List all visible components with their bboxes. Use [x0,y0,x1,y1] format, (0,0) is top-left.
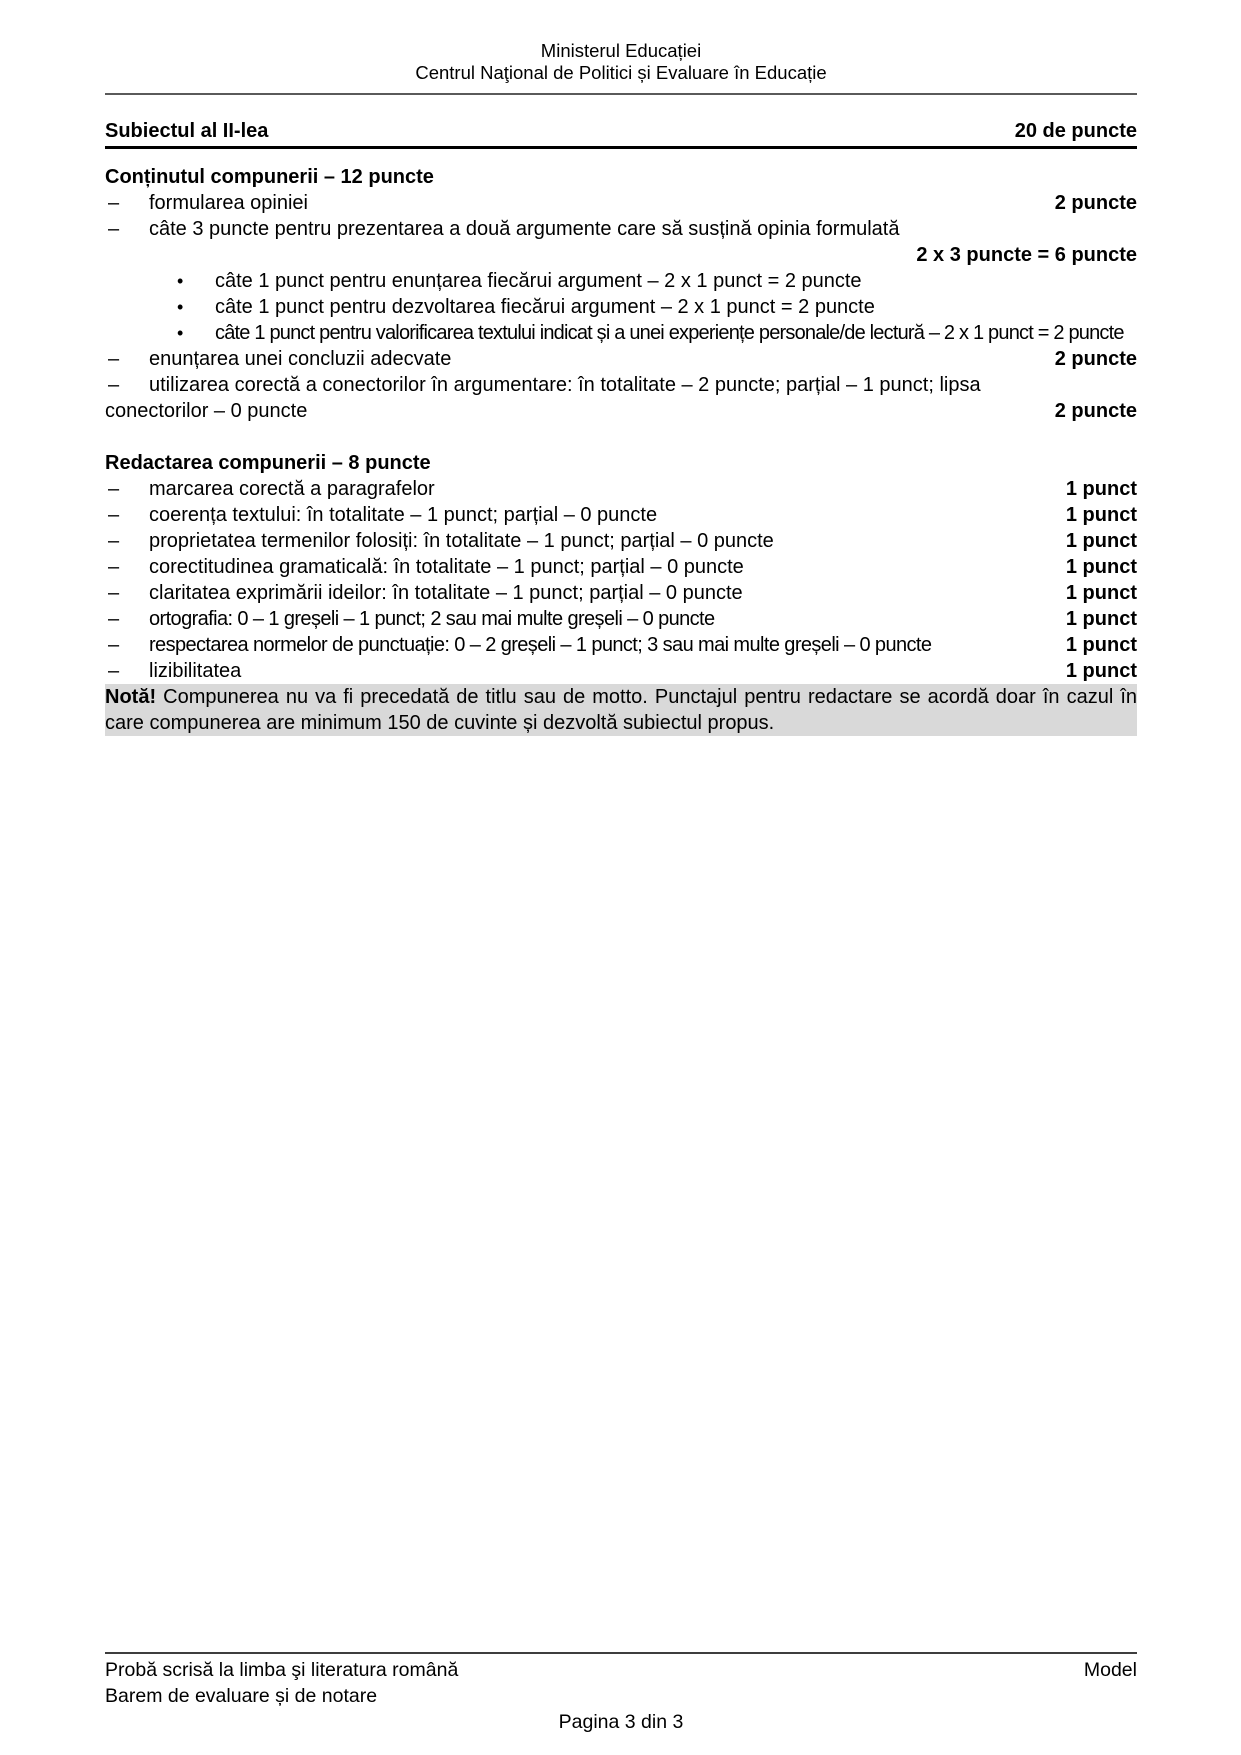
dash-marker: – [108,374,120,396]
rubric-item-coerenta [105,502,1137,528]
sub-criterion-enunt [105,268,1137,294]
rubric-item-arguments [105,216,1137,242]
dash-marker: – [108,192,120,214]
criterion-text: ortografia: 0 – 1 greșeli – 1 punct; 2 sau mai multe greșeli – 0 puncte [149,608,715,630]
footer-left [105,1657,458,1709]
criterion-text: marcarea corectă a paragrafelor [149,478,435,500]
footer-page-number: Pagina 3 din 3 [558,1711,684,1733]
criterion-text: coerența textului: în totalitate – 1 punct; parțial – 0 puncte [149,504,658,526]
points-value: 1 punct [1065,660,1137,682]
points-value: 1 punct [1065,556,1137,578]
redaction-section-heading: Redactarea compunerii – 8 puncte [105,452,431,474]
header-org [105,40,1137,83]
sub-criterion-dezvoltare [105,294,1137,320]
dash-marker: – [108,582,120,604]
note-text: Compunerea nu va fi precedată de titlu sau de motto. Punctajul pentru redactare se acordă doar în cazul în care compunerea are minimum 150 de cuvinte și dezvoltă subiectul propus. [105,686,1137,734]
points-value: 1 punct [1065,582,1137,604]
criterion-text: lizibilitatea [149,660,242,682]
note-label: Notă! [105,686,157,708]
rubric-item-paragrafe [105,476,1137,502]
criterion-text: claritatea exprimării ideilor: în totalitate – 1 punct; parțial – 0 puncte [149,582,743,604]
header-divider [105,93,1137,95]
points-subtotal-line: 2 x 3 puncte = 6 puncte [916,244,1137,266]
dash-marker: – [108,478,120,500]
criterion-text: utilizarea corectă a conectorilor în argumentare: în totalitate – 2 puncte; parțial – 1 punct; lipsa [149,374,981,396]
criterion-text: câte 1 punct pentru enunțarea fiecărui argument – 2 x 1 punct = 2 puncte [215,270,862,292]
points-value: 2 puncte [1054,192,1137,214]
dash-marker: – [108,218,120,240]
criterion-text: câte 3 puncte pentru prezentarea a două argumente care să susțină opinia formulată [149,218,900,240]
criterion-text: formularea opiniei [149,192,308,214]
points-value: 1 punct [1065,530,1137,552]
criterion-text: câte 1 punct pentru dezvoltarea fiecărui argument – 2 x 1 punct = 2 puncte [215,296,875,318]
points-value: 2 puncte [1054,348,1137,370]
criterion-text: corectitudinea gramaticală: în totalitate – 1 punct; parțial – 0 puncte [149,556,744,578]
content-section-heading: Conținutul compunerii – 12 puncte [105,166,434,188]
bullet-marker: • [177,297,184,317]
dash-marker: – [108,660,120,682]
rubric-item-proprietate [105,528,1137,554]
criterion-text: enunțarea unei concluzii adecvate [149,348,452,370]
points-value: 1 punct [1065,634,1137,656]
rubric-item-lizibilitate [105,658,1137,684]
rubric-item-conectori-continuation [105,398,1137,424]
points-value: 1 punct [1065,478,1137,500]
dash-marker: – [108,348,120,370]
rubric-item-claritate [105,580,1137,606]
page-footer [105,1652,1137,1735]
rubric-item-punctuatie [105,632,1137,658]
rubric-item-opinion [105,190,1137,216]
dash-marker: – [108,504,120,526]
rubric-item-ortografie [105,606,1137,632]
criterion-text: proprietatea termenilor folosiți: în totalitate – 1 punct; parțial – 0 puncte [149,530,774,552]
criterion-text-continuation: conectorilor – 0 puncte [105,400,308,422]
dash-marker: – [108,556,120,578]
dash-marker: – [108,530,120,552]
rubric-item-gramatica [105,554,1137,580]
footer-exam-line1: Probă scrisă la limba şi literatura română [105,1659,459,1681]
bullet-marker: • [177,271,184,291]
dash-marker: – [108,634,120,656]
points-value: 2 puncte [1054,400,1137,422]
footer-exam-line2: Barem de evaluare și de notare [105,1685,378,1707]
page-content [0,0,1241,736]
bullet-marker: • [177,323,184,343]
footer-row [105,1657,1137,1709]
dash-marker: – [108,608,120,630]
points-value: 1 punct [1065,504,1137,526]
subject-heading-row [105,119,1137,149]
criterion-text: câte 1 punct pentru valorificarea textului indicat și a unei experiențe personale/de lectură – 2 x 1 punct = 2 puncte [215,322,1124,344]
footer-variant: Model [1083,1659,1137,1681]
rubric-item-conectori [105,372,1137,398]
subject-title: Subiectul al II-lea [105,120,269,142]
header-org-line2: Centrul Naţional de Politici și Evaluare în Educație [415,61,827,83]
points-value: 1 punct [1065,608,1137,630]
header-org-line1: Ministerul Educației [540,40,702,61]
rubric-item-concluzie [105,346,1137,372]
subject-points: 20 de puncte [1014,120,1137,142]
sub-criterion-valorificare [105,320,1137,346]
note-block [105,684,1137,736]
footer-divider [105,1652,1137,1654]
criterion-text: respectarea normelor de punctuație: 0 – 2 greșeli – 1 punct; 3 sau mai multe greșeli – 0 puncte [149,634,932,656]
